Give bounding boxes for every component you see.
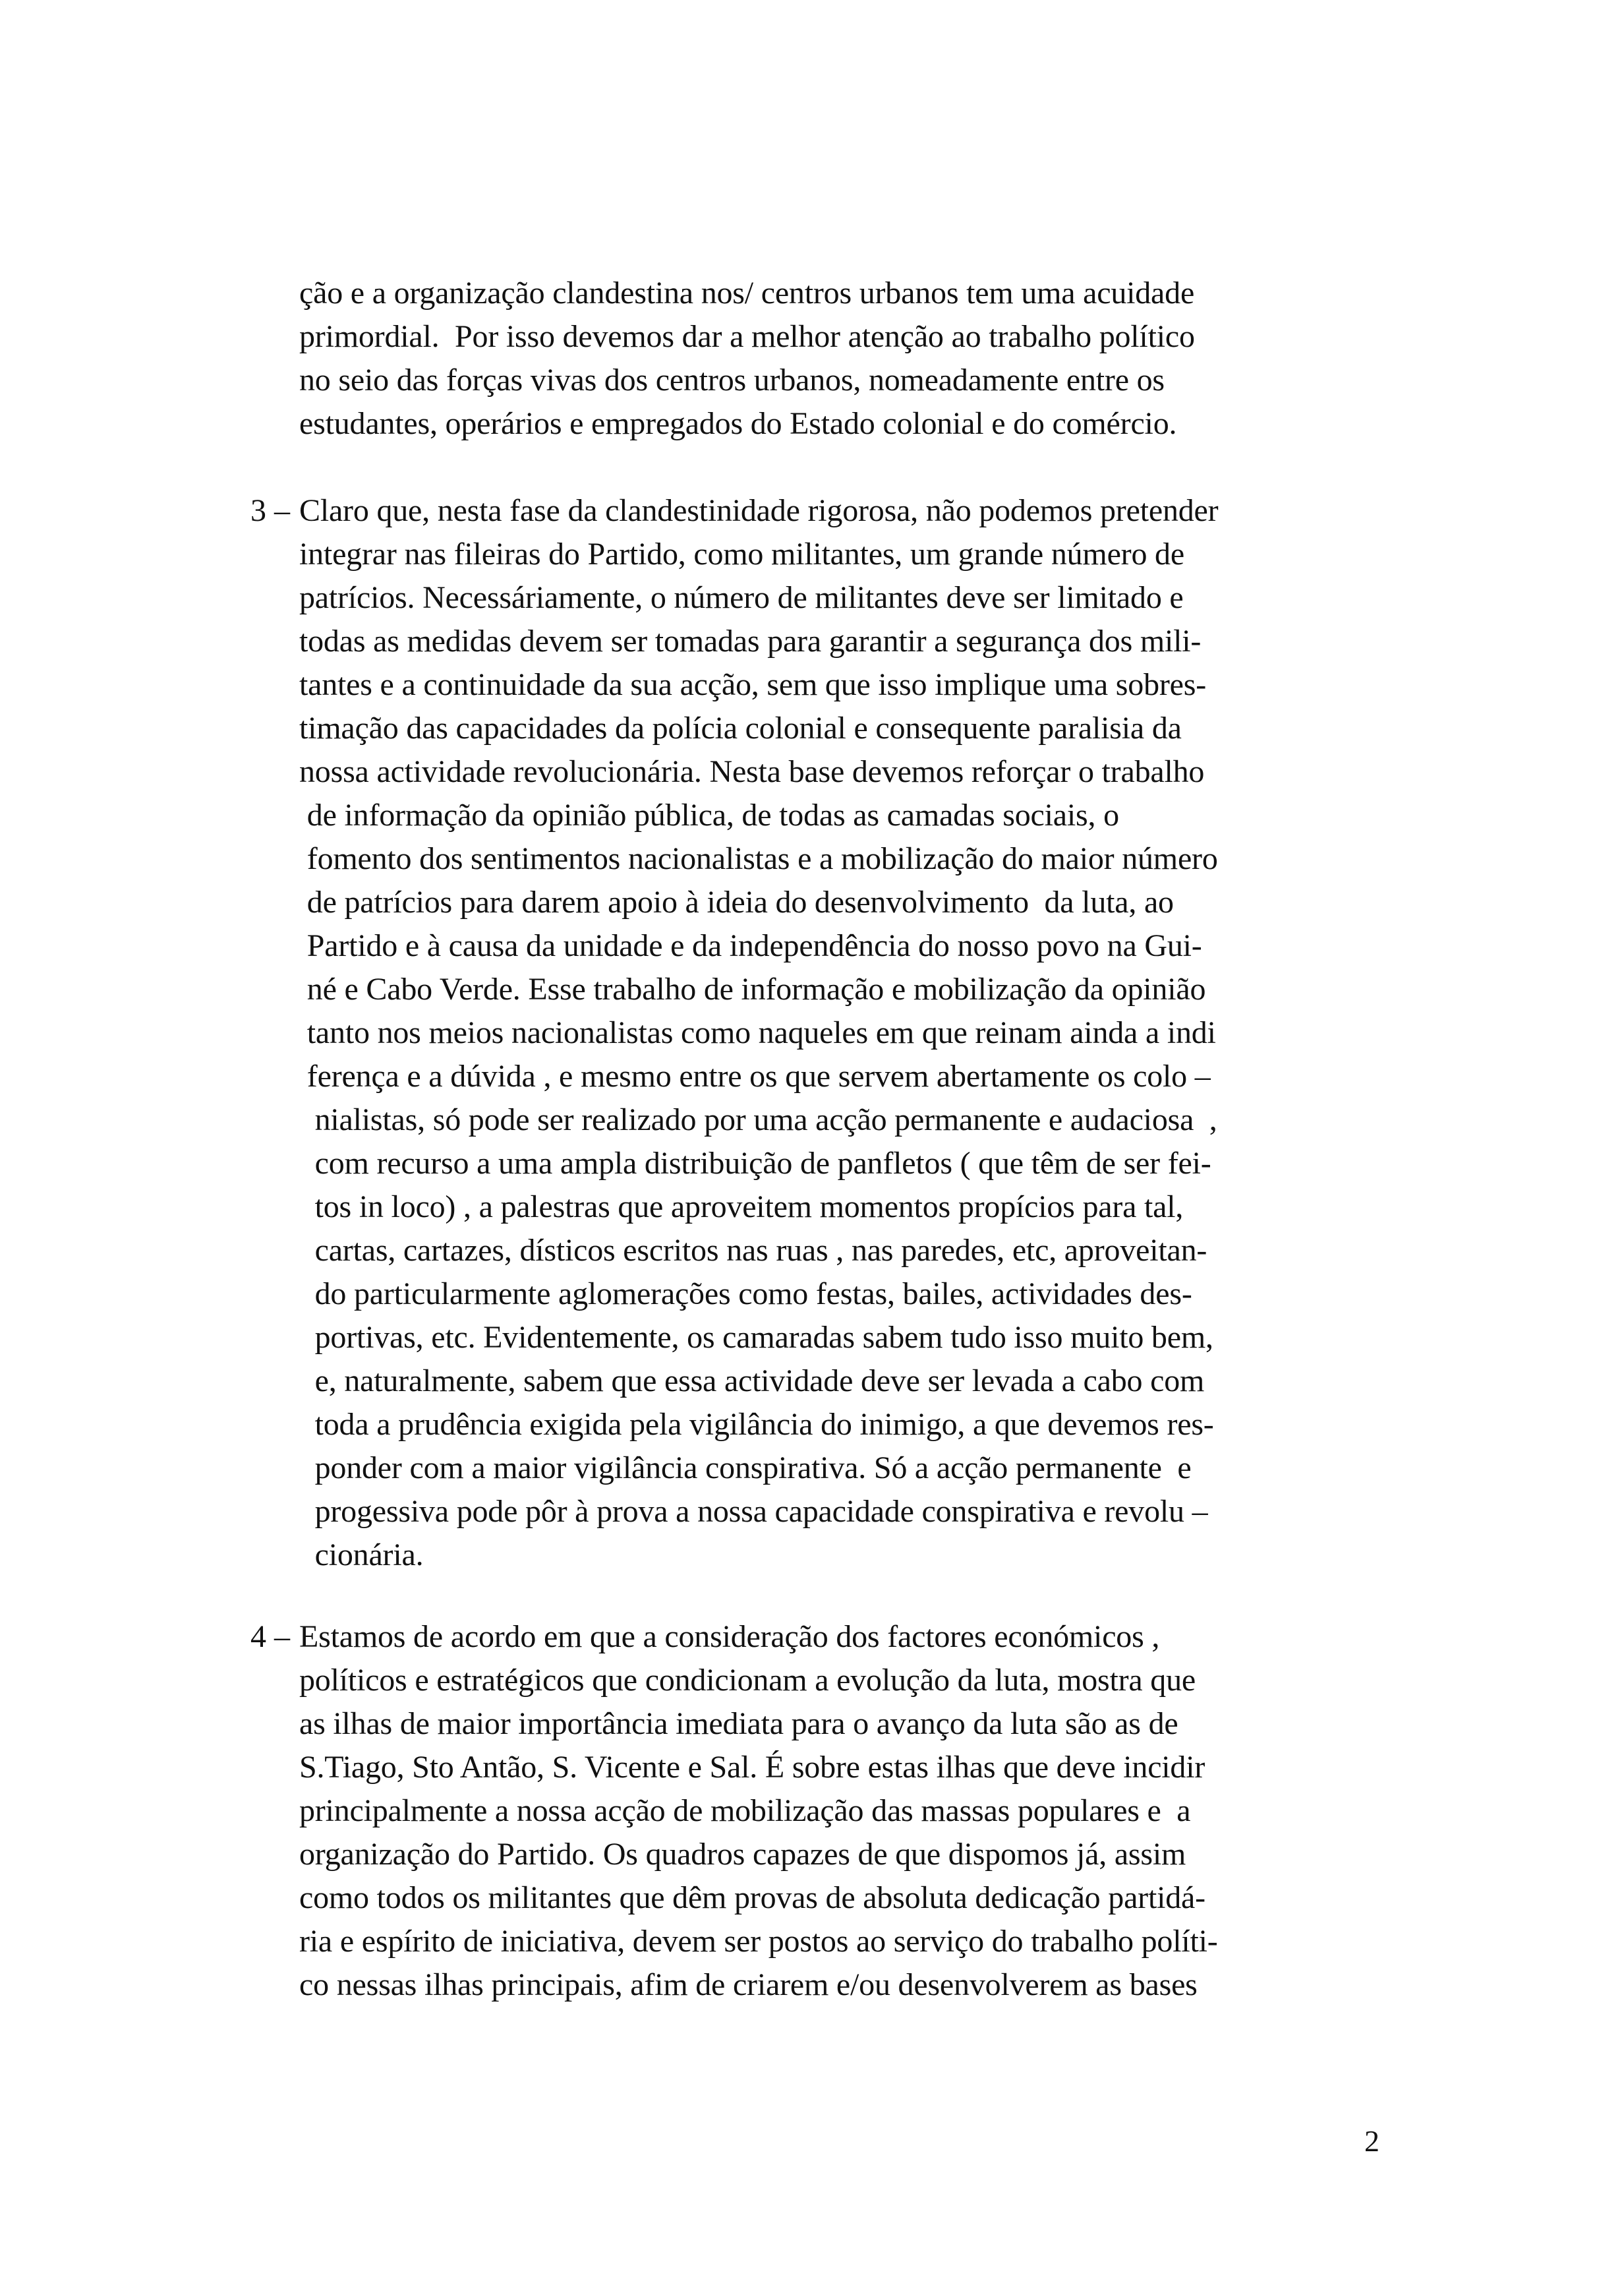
text-line: principalmente a nossa acção de mobilização das massas populares e a xyxy=(299,1793,1191,1828)
text-line: portivas, etc. Evidentemente, os camaradas sabem tudo isso muito bem, xyxy=(299,1320,1213,1355)
paragraph-body xyxy=(299,1615,1218,2007)
text-line: integrar nas fileiras do Partido, como militantes, um grande número de xyxy=(299,537,1184,572)
text-line: primordial. Por isso devemos dar a melhor atenção ao trabalho político xyxy=(299,319,1195,354)
text-line: S.Tiago, Sto Antão, S. Vicente e Sal. É sobre estas ilhas que deve incidir xyxy=(299,1750,1205,1785)
text-line: Estamos de acordo em que a consideração dos factores económicos , xyxy=(299,1619,1160,1654)
text-line: e, naturalmente, sabem que essa actividade deve ser levada a cabo com xyxy=(299,1363,1205,1398)
text-line: estudantes, operários e empregados do Estado colonial e do comércio. xyxy=(299,406,1177,441)
text-line: no seio das forças vivas dos centros urbanos, nomeadamente entre os xyxy=(299,363,1165,398)
text-line: do particularmente aglomerações como festas, bailes, actividades des- xyxy=(299,1276,1192,1311)
text-line: ponder com a maior vigilância conspirativa. Só a acção permanente e xyxy=(299,1450,1192,1485)
text-line: com recurso a uma ampla distribuição de panfletos ( que têm de ser fei- xyxy=(299,1146,1211,1181)
text-line: cionária. xyxy=(299,1537,424,1572)
paragraph-number: 3 – xyxy=(250,493,290,528)
text-line: ção e a organização clandestina nos/ centros urbanos tem uma acuidade xyxy=(299,276,1195,311)
text-line: políticos e estratégicos que condicionam a evolução da luta, mostra que xyxy=(299,1663,1196,1698)
text-line: todas as medidas devem ser tomadas para garantir a segurança dos mili- xyxy=(299,624,1202,659)
intro-paragraph xyxy=(299,272,1195,446)
text-line: progessiva pode pôr à prova a nossa capacidade conspirativa e revolu – xyxy=(299,1494,1208,1529)
text-line: né e Cabo Verde. Esse trabalho de informação e mobilização da opinião xyxy=(299,972,1206,1007)
text-line: tos in loco) , a palestras que aproveitem momentos propícios para tal, xyxy=(299,1189,1184,1224)
text-line: nialistas, só pode ser realizado por uma acção permanente e audaciosa , xyxy=(299,1102,1217,1137)
text-line: co nessas ilhas principais, afim de criarem e/ou desenvolverem as bases xyxy=(299,1967,1198,2002)
text-line: Partido e à causa da unidade e da independência do nosso povo na Gui- xyxy=(299,928,1202,963)
text-line: toda a prudência exigida pela vigilância do inimigo, a que devemos res- xyxy=(299,1407,1214,1442)
paragraph-number: 4 – xyxy=(250,1619,290,1654)
text-line: tanto nos meios nacionalistas como naqueles em que reinam ainda a indi xyxy=(299,1015,1216,1050)
text-line: timação das capacidades da polícia colonial e consequente paralisia da xyxy=(299,711,1182,746)
page-number: 2 xyxy=(1364,2124,1379,2158)
text-line: Claro que, nesta fase da clandestinidade rigorosa, não podemos pretender xyxy=(299,493,1219,528)
text-line: patrícios. Necessáriamente, o número de militantes deve ser limitado e xyxy=(299,580,1184,615)
text-line: as ilhas de maior importância imediata para o avanço da luta são as de xyxy=(299,1706,1178,1741)
paragraph-body xyxy=(299,489,1218,1577)
text-line: de patrícios para darem apoio à ideia do desenvolvimento da luta, ao xyxy=(299,885,1174,920)
text-line: cartas, cartazes, dísticos escritos nas ruas , nas paredes, etc, aproveitan- xyxy=(299,1233,1207,1268)
text-line: organização do Partido. Os quadros capazes de que dispomos já, assim xyxy=(299,1837,1186,1872)
text-line: ria e espírito de iniciativa, devem ser postos ao serviço do trabalho políti- xyxy=(299,1924,1218,1959)
text-line: como todos os militantes que dêm provas de absoluta dedicação partidá- xyxy=(299,1880,1205,1915)
text-line: nossa actividade revolucionária. Nesta base devemos reforçar o trabalho xyxy=(299,754,1205,789)
text-line: de informação da opinião pública, de todas as camadas sociais, o xyxy=(299,798,1119,833)
text-line: ferença e a dúvida , e mesmo entre os que servem abertamente os colo – xyxy=(299,1059,1211,1094)
text-line: tantes e a continuidade da sua acção, sem que isso implique uma sobres- xyxy=(299,667,1207,702)
text-line: fomento dos sentimentos nacionalistas e a mobilização do maior número xyxy=(299,841,1218,876)
